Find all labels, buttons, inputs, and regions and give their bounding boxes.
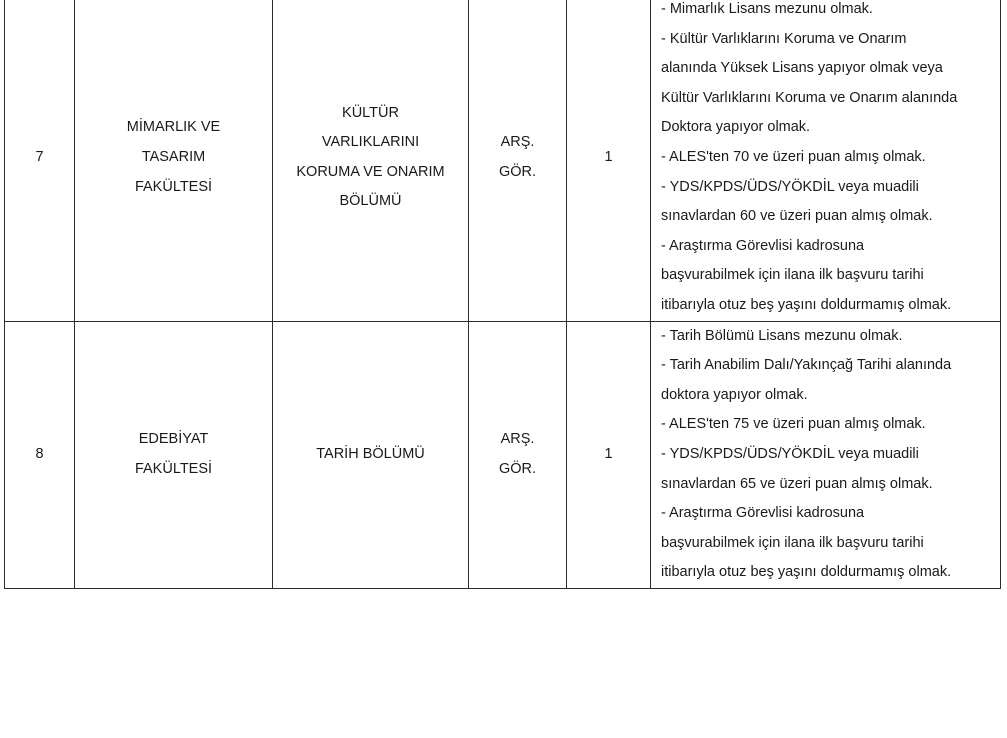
department-line: VARLIKLARINI: [321, 134, 420, 151]
table-row: [5, 0, 1001, 321]
requirement-line: - Tarih Anabilim Dalı/Yakınçağ Tarihi alanında: [661, 357, 952, 374]
faculty-line: TASARIM: [141, 148, 206, 165]
requirement-line: - YDS/KPDS/ÜDS/YÖKDİL veya muadili: [661, 445, 919, 462]
requirement-line: - Kültür Varlıklarını Koruma ve Onarım: [661, 30, 907, 47]
title-line: ARŞ.: [500, 431, 535, 448]
requirement-line: alanında Yüksek Lisans yapıyor olmak veya: [661, 60, 943, 77]
positions-table: [4, 0, 1001, 589]
title-line: GÖR.: [498, 460, 537, 477]
department-cell: [273, 0, 469, 321]
requirement-line: - Araştırma Görevlisi kadrosuna: [661, 505, 865, 522]
position-count: 1: [604, 148, 613, 165]
faculty-cell: [75, 321, 273, 588]
requirement-line: - Mimarlık Lisans mezunu olmak.: [661, 1, 873, 17]
department-line: BÖLÜMÜ: [339, 193, 402, 210]
row-number-cell: [5, 321, 75, 588]
faculty-line: FAKÜLTESİ: [134, 178, 213, 195]
requirements-cell: [651, 0, 1001, 321]
requirement-line: - ALES'ten 70 ve üzeri puan almış olmak.: [661, 148, 926, 165]
requirement-line: itibarıyla otuz beş yaşını doldurmamış olmak.: [661, 296, 952, 313]
requirement-line: başvurabilmek için ilana ilk başvuru tarihi: [661, 267, 924, 284]
row-number: 7: [35, 148, 44, 165]
requirements-cell: [651, 321, 1001, 588]
faculty-line: FAKÜLTESİ: [134, 460, 213, 477]
position-count: 1: [604, 445, 613, 462]
requirement-line: - Tarih Bölümü Lisans mezunu olmak.: [661, 327, 903, 344]
requirement-line: itibarıyla otuz beş yaşını doldurmamış olmak.: [661, 564, 952, 581]
requirement-line: sınavlardan 60 ve üzeri puan almış olmak.: [661, 208, 933, 225]
requirement-line: başvurabilmek için ilana ilk başvuru tarihi: [661, 534, 924, 551]
faculty-line: MİMARLIK VE: [126, 119, 221, 136]
requirement-line: - ALES'ten 75 ve üzeri puan almış olmak.: [661, 416, 926, 433]
department-line: KÜLTÜR: [342, 104, 399, 121]
department-line: TARİH BÖLÜMÜ: [316, 445, 425, 462]
requirement-line: Kültür Varlıklarını Koruma ve Onarım alanında: [661, 89, 958, 106]
row-number-cell: [5, 0, 75, 321]
faculty-cell: [75, 0, 273, 321]
department-cell: [273, 321, 469, 588]
faculty-line: EDEBİYAT: [138, 431, 209, 448]
count-cell: [567, 321, 651, 588]
department-line: KORUMA VE ONARIM: [296, 163, 445, 180]
requirement-line: - Araştırma Görevlisi kadrosuna: [661, 237, 865, 254]
table-row: [5, 321, 1001, 588]
requirement-line: Doktora yapıyor olmak.: [661, 119, 811, 136]
requirement-line: doktora yapıyor olmak.: [661, 386, 808, 403]
count-cell: [567, 0, 651, 321]
title-cell: [469, 0, 567, 321]
title-line: GÖR.: [498, 163, 537, 180]
title-cell: [469, 321, 567, 588]
title-line: ARŞ.: [500, 134, 535, 151]
requirement-line: - YDS/KPDS/ÜDS/YÖKDİL veya muadili: [661, 178, 919, 195]
requirement-line: sınavlardan 65 ve üzeri puan almış olmak.: [661, 475, 933, 492]
row-number: 8: [35, 445, 44, 462]
